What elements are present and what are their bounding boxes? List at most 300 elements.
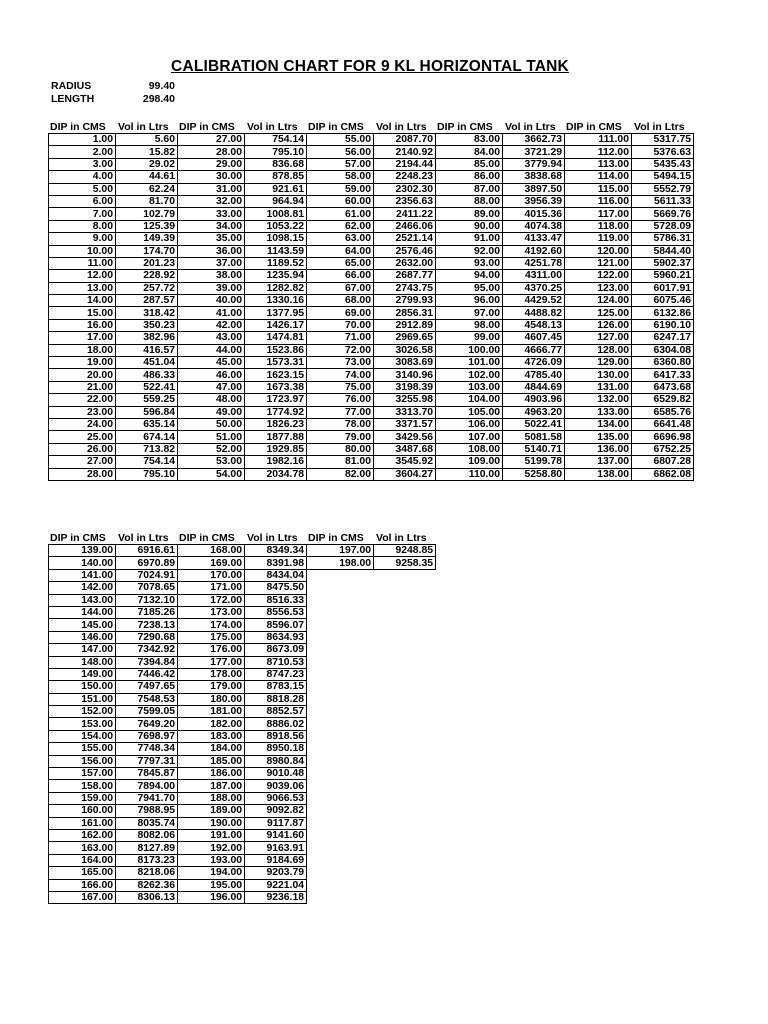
dip-cell: 102.00 (436, 369, 503, 381)
dip-cell: 178.00 (178, 668, 245, 680)
header-dip: DIP in CMS (50, 532, 106, 544)
vol-cell: 8306.13 (116, 891, 178, 903)
dip-cell: 25.00 (49, 431, 116, 443)
vol-cell: 125.39 (116, 220, 178, 232)
dip-cell: 185.00 (178, 755, 245, 767)
vol-cell: 7698.97 (116, 730, 178, 742)
vol-cell: 228.92 (116, 270, 178, 282)
vol-cell: 318.42 (116, 307, 178, 319)
dip-cell: 188.00 (178, 792, 245, 804)
dip-cell: 67.00 (307, 282, 374, 294)
vol-cell: 7446.42 (116, 668, 178, 680)
vol-cell: 62.24 (116, 183, 178, 195)
table-row (49, 681, 436, 693)
dip-cell: 31.00 (178, 183, 245, 195)
vol-cell: 1723.97 (245, 394, 307, 406)
dip-cell: 104.00 (436, 394, 503, 406)
table-row (49, 792, 436, 804)
vol-cell: 8475.50 (245, 582, 307, 594)
dip-cell: 134.00 (565, 418, 632, 430)
dip-cell: 44.00 (178, 344, 245, 356)
vol-cell: 5611.33 (632, 195, 694, 207)
vol-cell: 6807.28 (632, 456, 694, 468)
vol-cell: 4903.96 (503, 394, 565, 406)
vol-cell: 7078.65 (116, 582, 178, 594)
table-row (49, 134, 694, 146)
dip-cell: 27.00 (178, 134, 245, 146)
dip-cell: 45.00 (178, 357, 245, 369)
vol-cell: 795.10 (116, 468, 178, 480)
dip-cell: 99.00 (436, 332, 503, 344)
dip-cell: 13.00 (49, 282, 116, 294)
vol-cell: 9117.87 (245, 817, 307, 829)
dip-cell: 4.00 (49, 171, 116, 183)
dip-cell: 89.00 (436, 208, 503, 220)
vol-cell: 201.23 (116, 257, 178, 269)
header-dip: DIP in CMS (308, 121, 364, 133)
vol-cell: 1523.86 (245, 344, 307, 356)
vol-cell: 674.14 (116, 431, 178, 443)
table-row (49, 171, 694, 183)
vol-cell: 2799.93 (374, 295, 436, 307)
vol-cell: 2912.89 (374, 319, 436, 331)
vol-cell: 5844.40 (632, 245, 694, 257)
vol-cell: 3545.92 (374, 456, 436, 468)
vol-cell: 6641.48 (632, 418, 694, 430)
dip-cell: 152.00 (49, 706, 116, 718)
dip-cell: 18.00 (49, 344, 116, 356)
table-row (49, 805, 436, 817)
table-row (49, 730, 436, 742)
vol-cell: 1330.16 (245, 295, 307, 307)
dip-cell: 167.00 (49, 891, 116, 903)
dip-cell: 145.00 (49, 619, 116, 631)
vol-cell: 8747.23 (245, 668, 307, 680)
dip-cell: 62.00 (307, 220, 374, 232)
dip-cell: 26.00 (49, 443, 116, 455)
dip-cell: 174.00 (178, 619, 245, 631)
table-row (49, 829, 436, 841)
header-vol: Vol in Ltrs (118, 532, 169, 544)
dip-cell: 69.00 (307, 307, 374, 319)
vol-cell: 921.61 (245, 183, 307, 195)
vol-cell: 6585.76 (632, 406, 694, 418)
vol-cell: 6970.89 (116, 557, 178, 569)
vol-cell: 8818.28 (245, 693, 307, 705)
vol-cell: 754.14 (116, 456, 178, 468)
vol-cell: 1053.22 (245, 220, 307, 232)
vol-cell: 3140.96 (374, 369, 436, 381)
vol-cell: 15.82 (116, 146, 178, 158)
dip-cell: 53.00 (178, 456, 245, 468)
vol-cell: 4666.77 (503, 344, 565, 356)
dip-cell: 90.00 (436, 220, 503, 232)
table-row (49, 718, 436, 730)
dip-cell: 128.00 (565, 344, 632, 356)
dip-cell: 133.00 (565, 406, 632, 418)
dip-cell: 155.00 (49, 743, 116, 755)
vol-cell: 8634.93 (245, 631, 307, 643)
dip-cell: 77.00 (307, 406, 374, 418)
dip-cell: 186.00 (178, 768, 245, 780)
vol-cell: 1426.17 (245, 319, 307, 331)
vol-cell: 6862.08 (632, 468, 694, 480)
table-row (49, 545, 436, 557)
dip-cell: 86.00 (436, 171, 503, 183)
vol-cell: 8918.56 (245, 730, 307, 742)
vol-cell: 4844.69 (503, 381, 565, 393)
vol-cell: 257.72 (116, 282, 178, 294)
table-row (49, 146, 694, 158)
vol-cell: 878.85 (245, 171, 307, 183)
header-vol: Vol in Ltrs (505, 121, 556, 133)
vol-cell: 635.14 (116, 418, 178, 430)
vol-cell: 6916.61 (116, 545, 178, 557)
vol-cell: 6417.33 (632, 369, 694, 381)
vol-cell: 29.02 (116, 158, 178, 170)
dip-cell: 46.00 (178, 369, 245, 381)
dip-cell: 30.00 (178, 171, 245, 183)
vol-cell: 8434.04 (245, 569, 307, 581)
table-row (49, 706, 436, 718)
table-row (49, 854, 436, 866)
dip-cell: 117.00 (565, 208, 632, 220)
vol-cell: 2356.63 (374, 195, 436, 207)
table-row (49, 344, 694, 356)
table-row (49, 257, 694, 269)
table-row (49, 208, 694, 220)
vol-cell: 1235.94 (245, 270, 307, 282)
vol-cell: 5081.58 (503, 431, 565, 443)
dip-cell: 100.00 (436, 344, 503, 356)
vol-cell: 1474.81 (245, 332, 307, 344)
table-row (49, 891, 436, 903)
dip-cell: 7.00 (49, 208, 116, 220)
dip-cell: 169.00 (178, 557, 245, 569)
dip-cell: 137.00 (565, 456, 632, 468)
vol-cell: 6752.25 (632, 443, 694, 455)
dip-cell: 124.00 (565, 295, 632, 307)
dip-cell: 153.00 (49, 718, 116, 730)
dip-cell: 68.00 (307, 295, 374, 307)
header-vol: Vol in Ltrs (376, 532, 427, 544)
dip-cell: 191.00 (178, 829, 245, 841)
calibration-table-2 (48, 544, 436, 904)
dip-cell: 52.00 (178, 443, 245, 455)
header-vol: Vol in Ltrs (634, 121, 685, 133)
vol-cell: 8035.74 (116, 817, 178, 829)
dip-cell: 1.00 (49, 134, 116, 146)
vol-cell: 3487.68 (374, 443, 436, 455)
table-row (49, 270, 694, 282)
dip-cell: 103.00 (436, 381, 503, 393)
dip-cell: 195.00 (178, 879, 245, 891)
vol-cell: 559.25 (116, 394, 178, 406)
dip-cell: 32.00 (178, 195, 245, 207)
vol-cell: 2856.31 (374, 307, 436, 319)
vol-cell: 9066.53 (245, 792, 307, 804)
dip-cell: 98.00 (436, 319, 503, 331)
dip-cell: 70.00 (307, 319, 374, 331)
dip-cell: 59.00 (307, 183, 374, 195)
vol-cell: 1826.23 (245, 418, 307, 430)
vol-cell: 8127.89 (116, 842, 178, 854)
dip-cell: 118.00 (565, 220, 632, 232)
vol-cell: 964.94 (245, 195, 307, 207)
dip-cell: 96.00 (436, 295, 503, 307)
dip-cell: 47.00 (178, 381, 245, 393)
dip-cell: 144.00 (49, 606, 116, 618)
vol-cell: 5786.31 (632, 233, 694, 245)
vol-cell: 451.04 (116, 357, 178, 369)
dip-cell: 24.00 (49, 418, 116, 430)
vol-cell: 2194.44 (374, 158, 436, 170)
table-row (49, 569, 436, 581)
dip-cell: 161.00 (49, 817, 116, 829)
vol-cell: 5022.41 (503, 418, 565, 430)
dip-cell: 57.00 (307, 158, 374, 170)
dip-cell: 140.00 (49, 557, 116, 569)
dip-cell: 93.00 (436, 257, 503, 269)
table-row (49, 369, 694, 381)
dip-cell: 164.00 (49, 854, 116, 866)
dip-cell: 33.00 (178, 208, 245, 220)
vol-cell: 5140.71 (503, 443, 565, 455)
dip-cell: 113.00 (565, 158, 632, 170)
vol-cell: 4429.52 (503, 295, 565, 307)
vol-cell: 8516.33 (245, 594, 307, 606)
dip-cell: 172.00 (178, 594, 245, 606)
header-dip: DIP in CMS (308, 532, 364, 544)
table-row (49, 406, 694, 418)
dip-cell: 85.00 (436, 158, 503, 170)
dip-cell: 23.00 (49, 406, 116, 418)
dip-cell: 105.00 (436, 406, 503, 418)
dip-cell: 41.00 (178, 307, 245, 319)
dip-cell: 127.00 (565, 332, 632, 344)
vol-cell: 102.79 (116, 208, 178, 220)
vol-cell: 8980.84 (245, 755, 307, 767)
dip-cell: 65.00 (307, 257, 374, 269)
dip-cell: 109.00 (436, 456, 503, 468)
dip-cell: 122.00 (565, 270, 632, 282)
vol-cell: 7797.31 (116, 755, 178, 767)
vol-cell: 3255.98 (374, 394, 436, 406)
dip-cell: 19.00 (49, 357, 116, 369)
dip-cell: 28.00 (178, 146, 245, 158)
table-row (49, 418, 694, 430)
dip-cell: 21.00 (49, 381, 116, 393)
dip-cell: 55.00 (307, 134, 374, 146)
header-dip: DIP in CMS (179, 532, 235, 544)
vol-cell: 9248.85 (374, 545, 436, 557)
dip-cell: 157.00 (49, 768, 116, 780)
dip-cell: 75.00 (307, 381, 374, 393)
table-row (49, 431, 694, 443)
vol-cell: 2248.23 (374, 171, 436, 183)
vol-cell: 9203.79 (245, 867, 307, 879)
vol-cell: 4785.40 (503, 369, 565, 381)
dip-cell: 101.00 (436, 357, 503, 369)
vol-cell: 9236.18 (245, 891, 307, 903)
vol-cell: 5494.15 (632, 171, 694, 183)
dip-cell: 91.00 (436, 233, 503, 245)
dip-cell: 107.00 (436, 431, 503, 443)
vol-cell: 9092.82 (245, 805, 307, 817)
dip-cell: 50.00 (178, 418, 245, 430)
vol-cell: 5199.78 (503, 456, 565, 468)
vol-cell: 4192.60 (503, 245, 565, 257)
vol-cell: 9184.69 (245, 854, 307, 866)
vol-cell: 7845.87 (116, 768, 178, 780)
dip-cell: 38.00 (178, 270, 245, 282)
vol-cell: 713.82 (116, 443, 178, 455)
vol-cell: 5.60 (116, 134, 178, 146)
dip-cell: 63.00 (307, 233, 374, 245)
dip-cell: 190.00 (178, 817, 245, 829)
vol-cell: 8391.98 (245, 557, 307, 569)
dip-cell: 73.00 (307, 357, 374, 369)
dip-cell: 35.00 (178, 233, 245, 245)
vol-cell: 9258.35 (374, 557, 436, 569)
dip-cell: 8.00 (49, 220, 116, 232)
table-row (49, 381, 694, 393)
table-row (49, 557, 436, 569)
vol-cell: 9221.04 (245, 879, 307, 891)
vol-cell: 174.70 (116, 245, 178, 257)
vol-cell: 6529.82 (632, 394, 694, 406)
dip-cell: 9.00 (49, 233, 116, 245)
dip-cell: 142.00 (49, 582, 116, 594)
dip-cell: 29.00 (178, 158, 245, 170)
vol-cell: 7290.68 (116, 631, 178, 643)
vol-cell: 1143.59 (245, 245, 307, 257)
table-row (49, 619, 436, 631)
table-row (49, 220, 694, 232)
vol-cell: 2087.70 (374, 134, 436, 146)
vol-cell: 6017.91 (632, 282, 694, 294)
dip-cell: 120.00 (565, 245, 632, 257)
vol-cell: 4726.09 (503, 357, 565, 369)
dip-cell: 175.00 (178, 631, 245, 643)
dip-cell: 173.00 (178, 606, 245, 618)
vol-cell: 5376.63 (632, 146, 694, 158)
vol-cell: 1573.31 (245, 357, 307, 369)
dip-cell: 71.00 (307, 332, 374, 344)
header-dip: DIP in CMS (566, 121, 622, 133)
dip-cell: 170.00 (178, 569, 245, 581)
vol-cell: 8710.53 (245, 656, 307, 668)
vol-cell: 3897.50 (503, 183, 565, 195)
vol-cell: 9039.06 (245, 780, 307, 792)
dip-cell: 160.00 (49, 805, 116, 817)
dip-cell: 42.00 (178, 319, 245, 331)
dip-cell: 132.00 (565, 394, 632, 406)
dip-cell: 156.00 (49, 755, 116, 767)
dip-cell: 147.00 (49, 644, 116, 656)
table-row (49, 817, 436, 829)
vol-cell: 6696.98 (632, 431, 694, 443)
dip-cell: 154.00 (49, 730, 116, 742)
dip-cell: 106.00 (436, 418, 503, 430)
table-row (49, 755, 436, 767)
dip-cell: 168.00 (178, 545, 245, 557)
vol-cell: 522.41 (116, 381, 178, 393)
dip-cell: 64.00 (307, 245, 374, 257)
vol-cell: 1623.15 (245, 369, 307, 381)
dip-cell: 150.00 (49, 681, 116, 693)
vol-cell: 4074.38 (503, 220, 565, 232)
dip-cell: 159.00 (49, 792, 116, 804)
dip-cell: 189.00 (178, 805, 245, 817)
dip-cell: 187.00 (178, 780, 245, 792)
vol-cell: 8596.07 (245, 619, 307, 631)
page-title: CALIBRATION CHART FOR 9 KL HORIZONTAL TANK (171, 58, 569, 75)
dip-cell: 166.00 (49, 879, 116, 891)
vol-cell: 7941.70 (116, 792, 178, 804)
vol-cell: 3371.57 (374, 418, 436, 430)
dip-cell: 143.00 (49, 594, 116, 606)
dip-cell: 49.00 (178, 406, 245, 418)
vol-cell: 6190.10 (632, 319, 694, 331)
dip-cell: 76.00 (307, 394, 374, 406)
dip-cell: 54.00 (178, 468, 245, 480)
dip-cell: 196.00 (178, 891, 245, 903)
vol-cell: 7497.65 (116, 681, 178, 693)
dip-cell: 72.00 (307, 344, 374, 356)
table-row (49, 319, 694, 331)
length-row (51, 93, 175, 105)
dip-cell: 125.00 (565, 307, 632, 319)
vol-cell: 5902.37 (632, 257, 694, 269)
table-row (49, 233, 694, 245)
dip-cell: 181.00 (178, 706, 245, 718)
table-row (49, 582, 436, 594)
vol-cell: 6247.17 (632, 332, 694, 344)
vol-cell: 8218.06 (116, 867, 178, 879)
vol-cell: 8950.18 (245, 743, 307, 755)
header-vol: Vol in Ltrs (118, 121, 169, 133)
vol-cell: 7748.34 (116, 743, 178, 755)
vol-cell: 7342.92 (116, 644, 178, 656)
dip-cell: 171.00 (178, 582, 245, 594)
dip-cell: 179.00 (178, 681, 245, 693)
dip-cell: 177.00 (178, 656, 245, 668)
vol-cell: 350.23 (116, 319, 178, 331)
dip-cell: 87.00 (436, 183, 503, 195)
vol-cell: 9010.48 (245, 768, 307, 780)
dip-cell: 3.00 (49, 158, 116, 170)
dip-cell: 11.00 (49, 257, 116, 269)
dip-cell: 10.00 (49, 245, 116, 257)
dip-cell: 92.00 (436, 245, 503, 257)
dip-cell: 79.00 (307, 431, 374, 443)
vol-cell: 3956.39 (503, 195, 565, 207)
table-row (49, 307, 694, 319)
vol-cell: 6132.86 (632, 307, 694, 319)
dip-cell: 108.00 (436, 443, 503, 455)
table-row (49, 158, 694, 170)
vol-cell: 5960.21 (632, 270, 694, 282)
vol-cell: 7238.13 (116, 619, 178, 631)
dip-cell: 184.00 (178, 743, 245, 755)
vol-cell: 4015.36 (503, 208, 565, 220)
dip-cell: 5.00 (49, 183, 116, 195)
dip-cell: 115.00 (565, 183, 632, 195)
dip-cell: 2.00 (49, 146, 116, 158)
dip-cell: 123.00 (565, 282, 632, 294)
vol-cell: 2466.06 (374, 220, 436, 232)
